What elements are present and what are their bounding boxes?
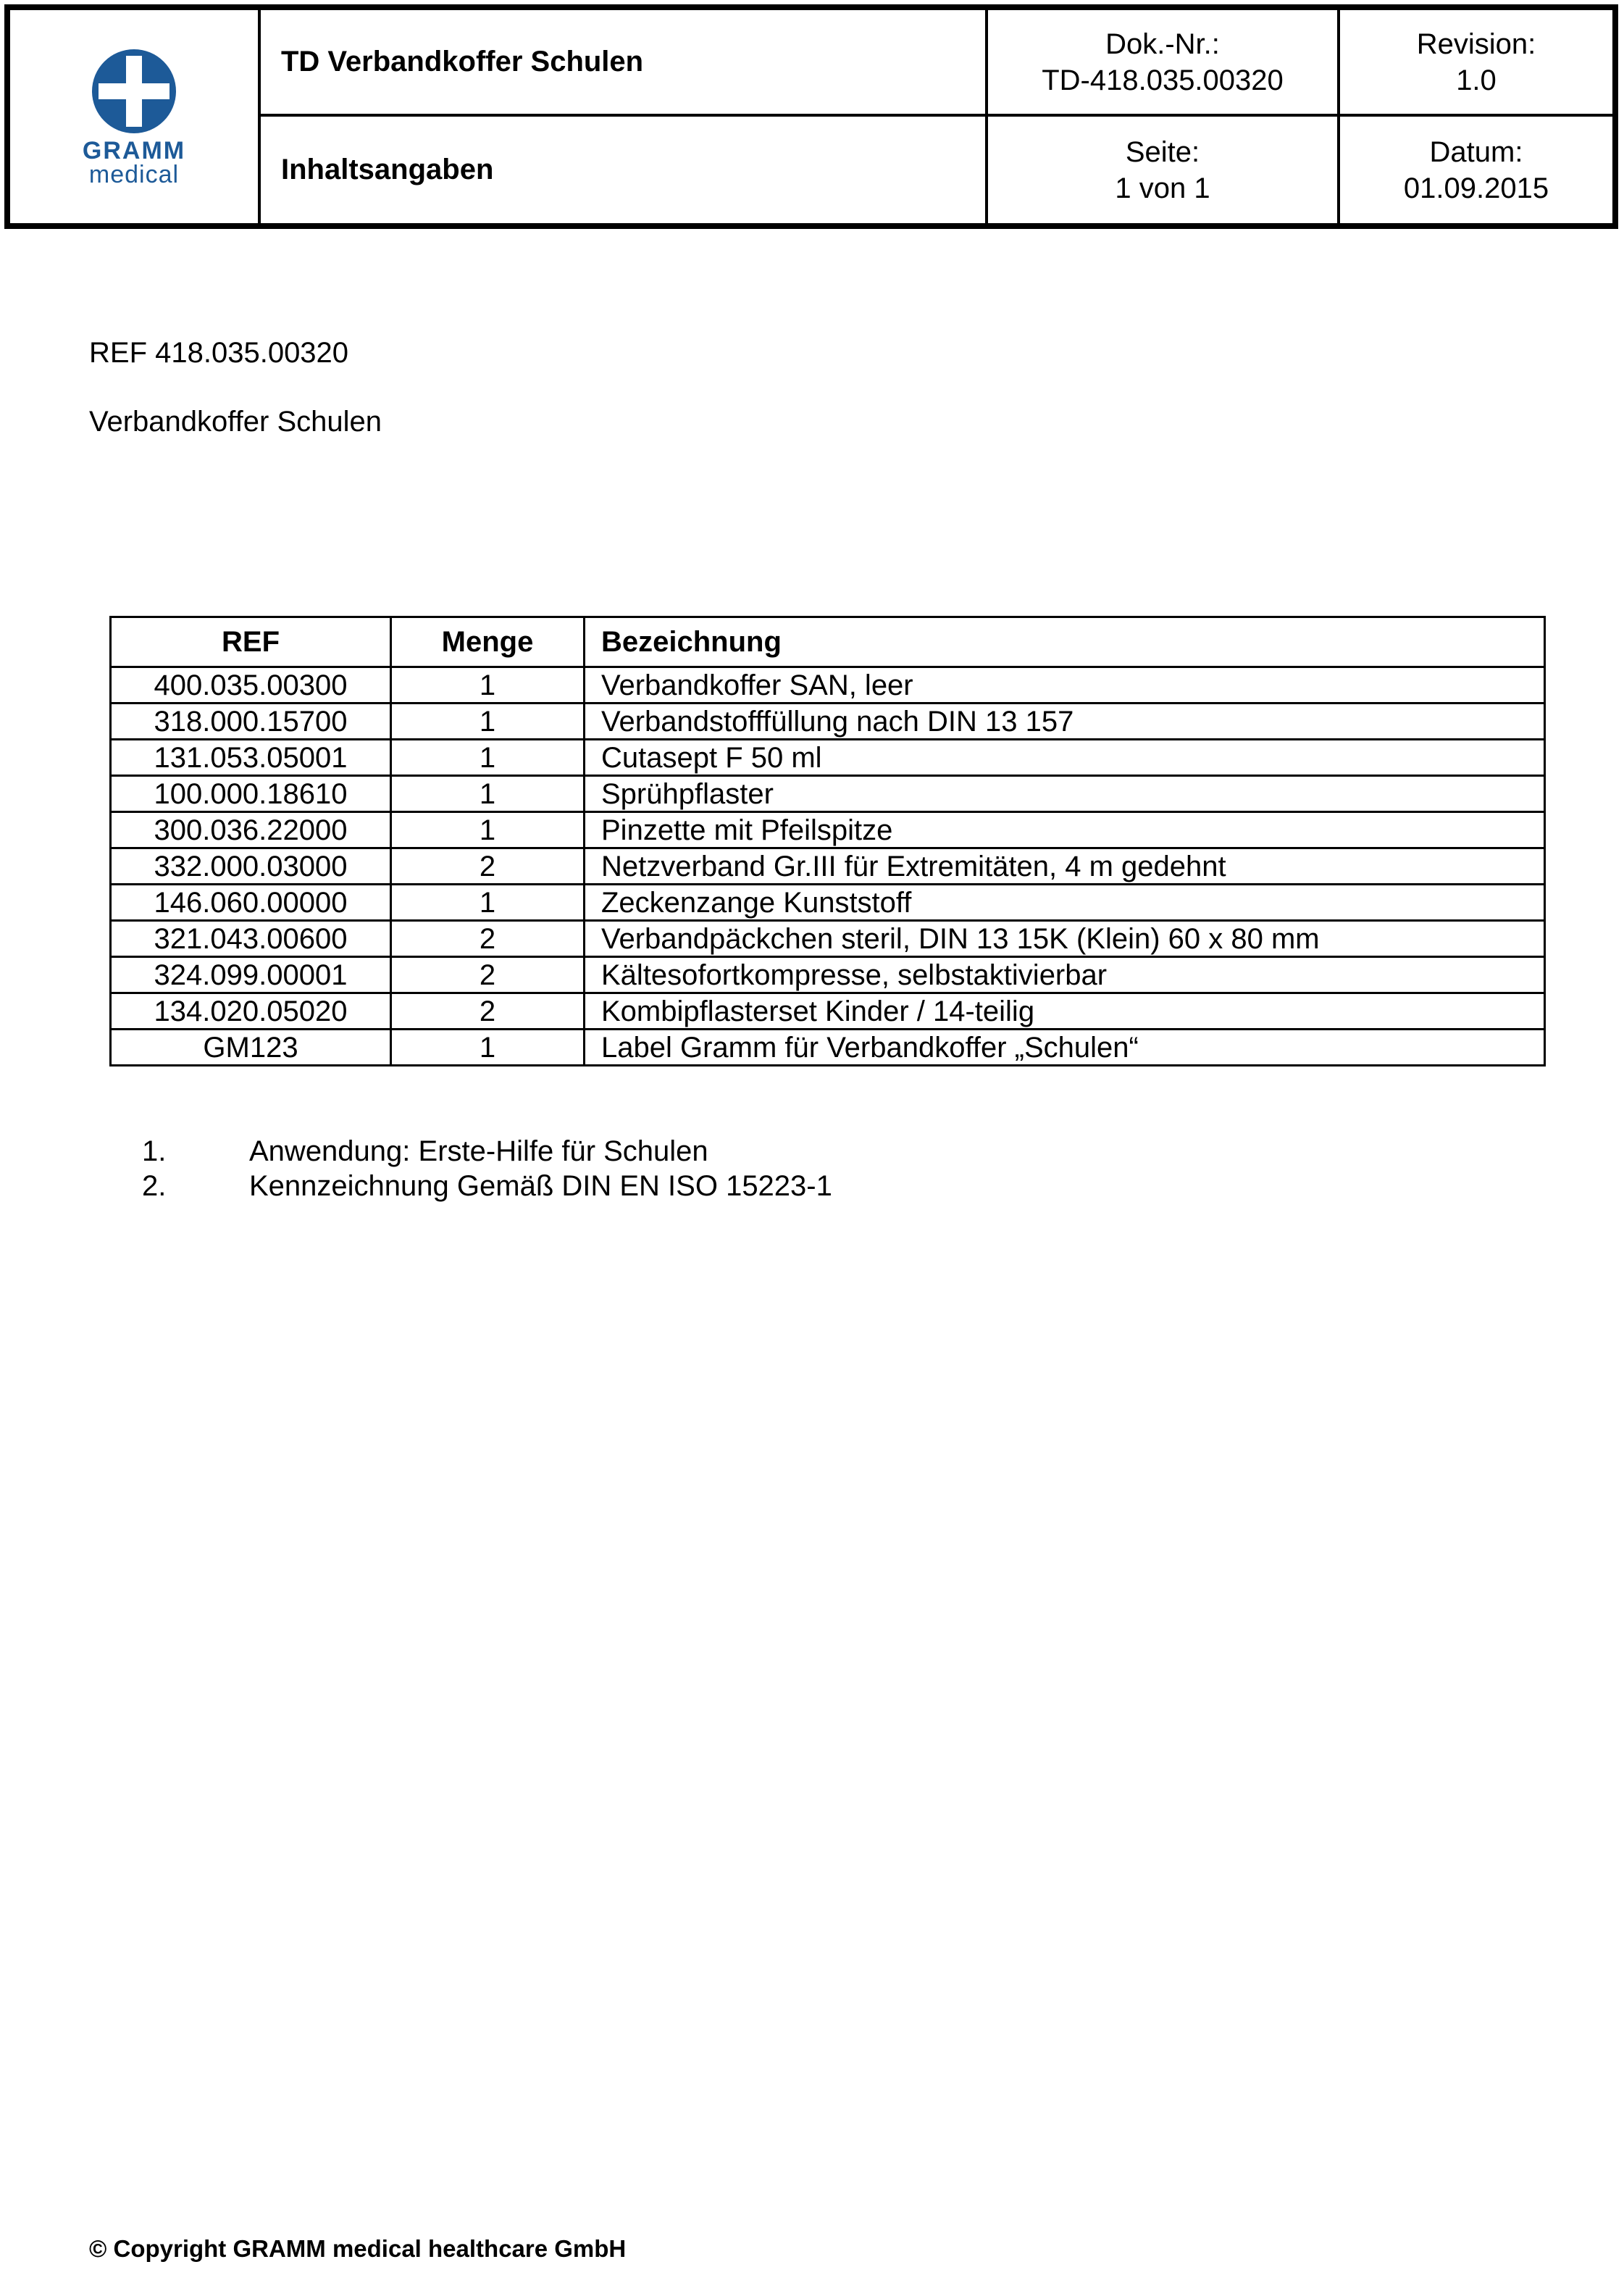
column-header-quantity: Menge [391,617,585,667]
revision-label: Revision: [1416,28,1536,60]
table-row [111,704,1545,740]
cell-quantity: 2 [391,921,585,957]
notes-list [142,1134,832,1203]
table-row [111,848,1545,885]
cell-quantity: 2 [391,848,585,885]
document-header [4,4,1618,229]
cell-quantity: 1 [391,812,585,848]
table-header-row [111,617,1545,667]
cell-description: Cutasept F 50 ml [585,740,1545,776]
cell-ref: 324.099.00001 [111,957,391,993]
table-row [111,885,1545,921]
cell-description: Verbandpäckchen steril, DIN 13 15K (Klein) 60 x 80 mm [585,921,1545,957]
revision [1340,10,1612,117]
date-info [1340,117,1612,223]
cell-quantity: 1 [391,1030,585,1066]
logo-sub: medical [88,161,180,188]
cell-quantity: 1 [391,740,585,776]
list-text: Anwendung: Erste-Hilfe für Schulen [249,1135,708,1167]
date-label: Datum: [1429,135,1523,168]
contents-table [109,616,1546,1066]
product-ref: REF 418.035.00320 [89,337,349,369]
cell-description: Verbandstofffüllung nach DIN 13 157 [585,704,1545,740]
cell-ref: 131.053.05001 [111,740,391,776]
cell-description: Verbandkoffer SAN, leer [585,667,1545,704]
cell-description: Pinzette mit Pfeilspitze [585,812,1545,848]
cell-description: Sprühpflaster [585,776,1545,812]
table-row [111,812,1545,848]
cell-quantity: 2 [391,993,585,1030]
copyright-footer: © Copyright GRAMM medical healthcare GmbH [89,2235,627,2262]
document-subtitle: Inhaltsangaben [261,117,988,223]
product-name: Verbandkoffer Schulen [89,406,382,438]
cell-quantity: 1 [391,667,585,704]
cell-quantity: 1 [391,776,585,812]
cell-description: Kombipflasterset Kinder / 14-teilig [585,993,1545,1030]
cell-description: Label Gramm für Verbandkoffer „Schulen“ [585,1030,1545,1066]
page-value: 1 von 1 [1115,172,1210,204]
logo [10,10,261,223]
cell-ref: 321.043.00600 [111,921,391,957]
column-header-ref: REF [111,617,391,667]
table-row [111,993,1545,1030]
date-value: 01.09.2015 [1403,172,1549,204]
cell-quantity: 2 [391,957,585,993]
doc-number [988,10,1340,117]
cell-ref: 332.000.03000 [111,848,391,885]
cell-ref: 100.000.18610 [111,776,391,812]
cell-ref: 400.035.00300 [111,667,391,704]
table-row [111,921,1545,957]
column-header-description: Bezeichnung [585,617,1545,667]
list-item [142,1134,832,1169]
cell-ref: 134.020.05020 [111,993,391,1030]
cell-description: Netzverband Gr.III für Extremitäten, 4 m gedehnt [585,848,1545,885]
page-info [988,117,1340,223]
cell-quantity: 1 [391,885,585,921]
logo-brand: GRAMM [82,137,186,164]
revision-value: 1.0 [1456,64,1497,96]
cell-description: Zeckenzange Kunststoff [585,885,1545,921]
table-row [111,1030,1545,1066]
document-title: TD Verbandkoffer Schulen [261,10,988,117]
doc-number-label: Dok.-Nr.: [1105,28,1220,60]
list-number: 1. [142,1135,167,1167]
table-row [111,740,1545,776]
doc-number-value: TD-418.035.00320 [1042,64,1284,96]
cell-ref: 146.060.00000 [111,885,391,921]
table-row [111,667,1545,704]
cell-quantity: 1 [391,704,585,740]
list-text: Kennzeichnung Gemäß DIN EN ISO 15223-1 [249,1170,832,1202]
cell-ref: 300.036.22000 [111,812,391,848]
page-label: Seite: [1125,135,1200,168]
table-row [111,957,1545,993]
cell-ref: GM123 [111,1030,391,1066]
medical-cross-icon [90,47,178,135]
table-row [111,776,1545,812]
cell-ref: 318.000.15700 [111,704,391,740]
cell-description: Kältesofortkompresse, selbstaktivierbar [585,957,1545,993]
list-item [142,1169,832,1203]
list-number: 2. [142,1170,167,1202]
